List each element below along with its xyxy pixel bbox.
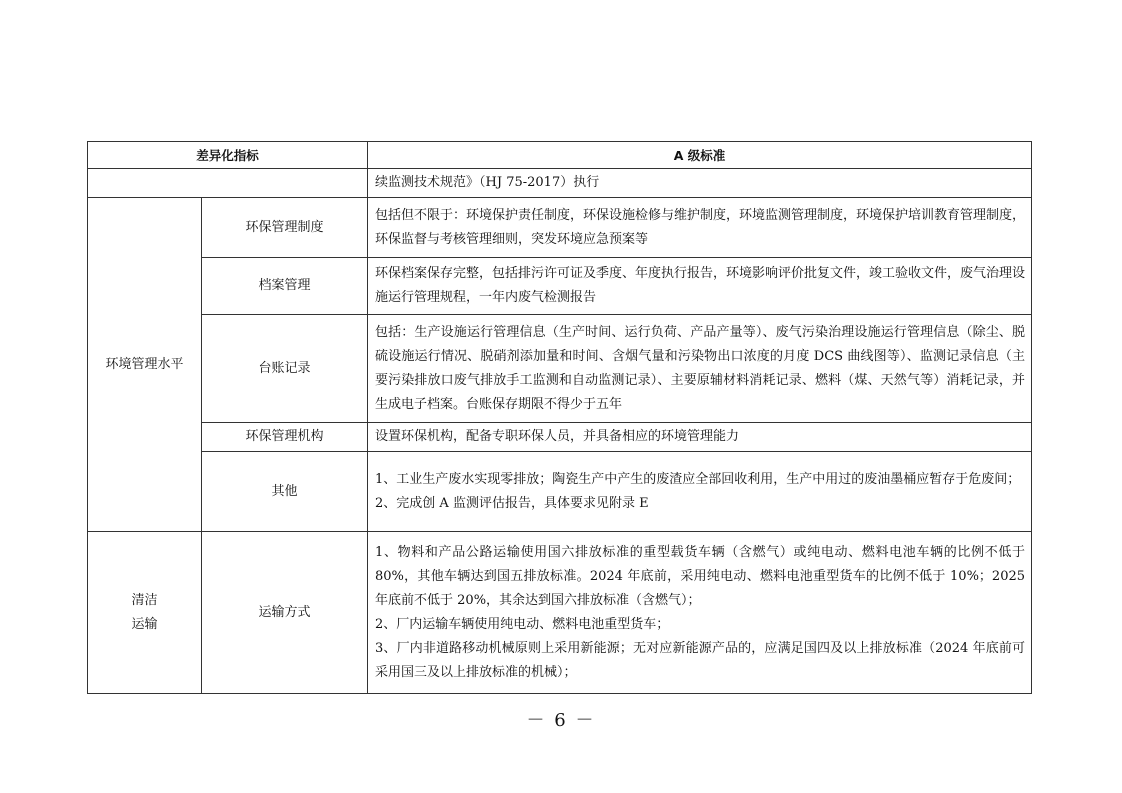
header-indicator: 差异化指标 — [88, 142, 368, 169]
category-clean-transport-line-2: 运输 — [131, 616, 158, 632]
standard-other-line-2: 2、完成创 A 监测评估报告，具体要求见附录 E — [375, 495, 649, 511]
standard-transport-mode — [368, 532, 1032, 694]
continuation-text: 续监测技术规范》（HJ 75-2017）执行 — [368, 169, 1032, 198]
sub-indicator-ledger: 台账记录 — [202, 315, 368, 423]
standard-ledger: 包括：生产设施运行管理信息（生产时间、运行负荷、产品产量等）、废气污染治理设施运行管理信息（除尘、脱硫设施运行情况、脱硝剂添加量和时间、含烟气量和污染物出口浓度的月度 DCS 曲线图等）、监测记录信息（主要污染排放口废气排放手工监测和自动监测记录）、主要原辅材料消耗记录、燃料（煤、天然气等）消耗记录，并生成电子档案。台账保存期限不得少于五年 — [368, 315, 1032, 423]
standard-mgmt-system: 包括但不限于：环境保护责任制度，环保设施检修与维护制度，环境监测管理制度，环境保护培训教育管理制度，环保监督与考核管理细则，突发环境应急预案等 — [368, 198, 1032, 258]
table-row — [88, 258, 1032, 315]
table-row — [88, 198, 1032, 258]
sub-indicator-other: 其他 — [202, 452, 368, 532]
sub-indicator-archive: 档案管理 — [202, 258, 368, 315]
standard-transport-line-2: 2、厂内运输车辆使用纯电动、燃料电池重型货车； — [375, 616, 670, 632]
table-header-row — [88, 142, 1032, 169]
continuation-row — [88, 169, 1032, 198]
table-row — [88, 532, 1032, 694]
table-row — [88, 452, 1032, 532]
standard-agency: 设置环保机构，配备专职环保人员，并具备相应的环境管理能力 — [368, 423, 1032, 452]
standard-other-line-1: 1、工业生产废水实现零排放；陶瓷生产中产生的废渣应全部回收利用，生产中用过的废油墨桶应暂存于危废间； — [375, 471, 1021, 487]
continuation-empty-cell — [88, 169, 368, 198]
category-clean-transport — [88, 532, 202, 694]
standard-other — [368, 452, 1032, 532]
header-standard: A 级标准 — [368, 142, 1032, 169]
sub-indicator-agency: 环保管理机构 — [202, 423, 368, 452]
category-clean-transport-line-1: 清洁 — [131, 592, 158, 608]
table-row — [88, 423, 1032, 452]
category-env-management: 环境管理水平 — [88, 198, 202, 532]
sub-indicator-mgmt-system: 环保管理制度 — [202, 198, 368, 258]
page-number: － 6 － — [526, 710, 596, 731]
standard-transport-line-1: 1、物料和产品公路运输使用国六排放标准的重型载货车辆（含燃气）或纯电动、燃料电池车辆的比例不低于 80%，其他车辆达到国五排放标准。2024 年底前，采用纯电动、燃料电池重型货车的比例不低于 10%；2025 年底前不低于 20%，其余达到国六排放标准（含燃气）； — [375, 544, 1026, 608]
standard-transport-line-3: 3、厂内非道路移动机械原则上采用新能源；无对应新能源产品的，应满足国四及以上排放标准（2024 年底前可采用国三及以上排放标准的机械）； — [375, 640, 1026, 680]
table-row — [88, 315, 1032, 423]
standard-archive: 环保档案保存完整，包括排污许可证及季度、年度执行报告，环境影响评价批复文件，竣工验收文件，废气治理设施运行管理规程，一年内废气检测报告 — [368, 258, 1032, 315]
sub-indicator-transport-mode: 运输方式 — [202, 532, 368, 694]
standards-table — [87, 141, 1032, 694]
